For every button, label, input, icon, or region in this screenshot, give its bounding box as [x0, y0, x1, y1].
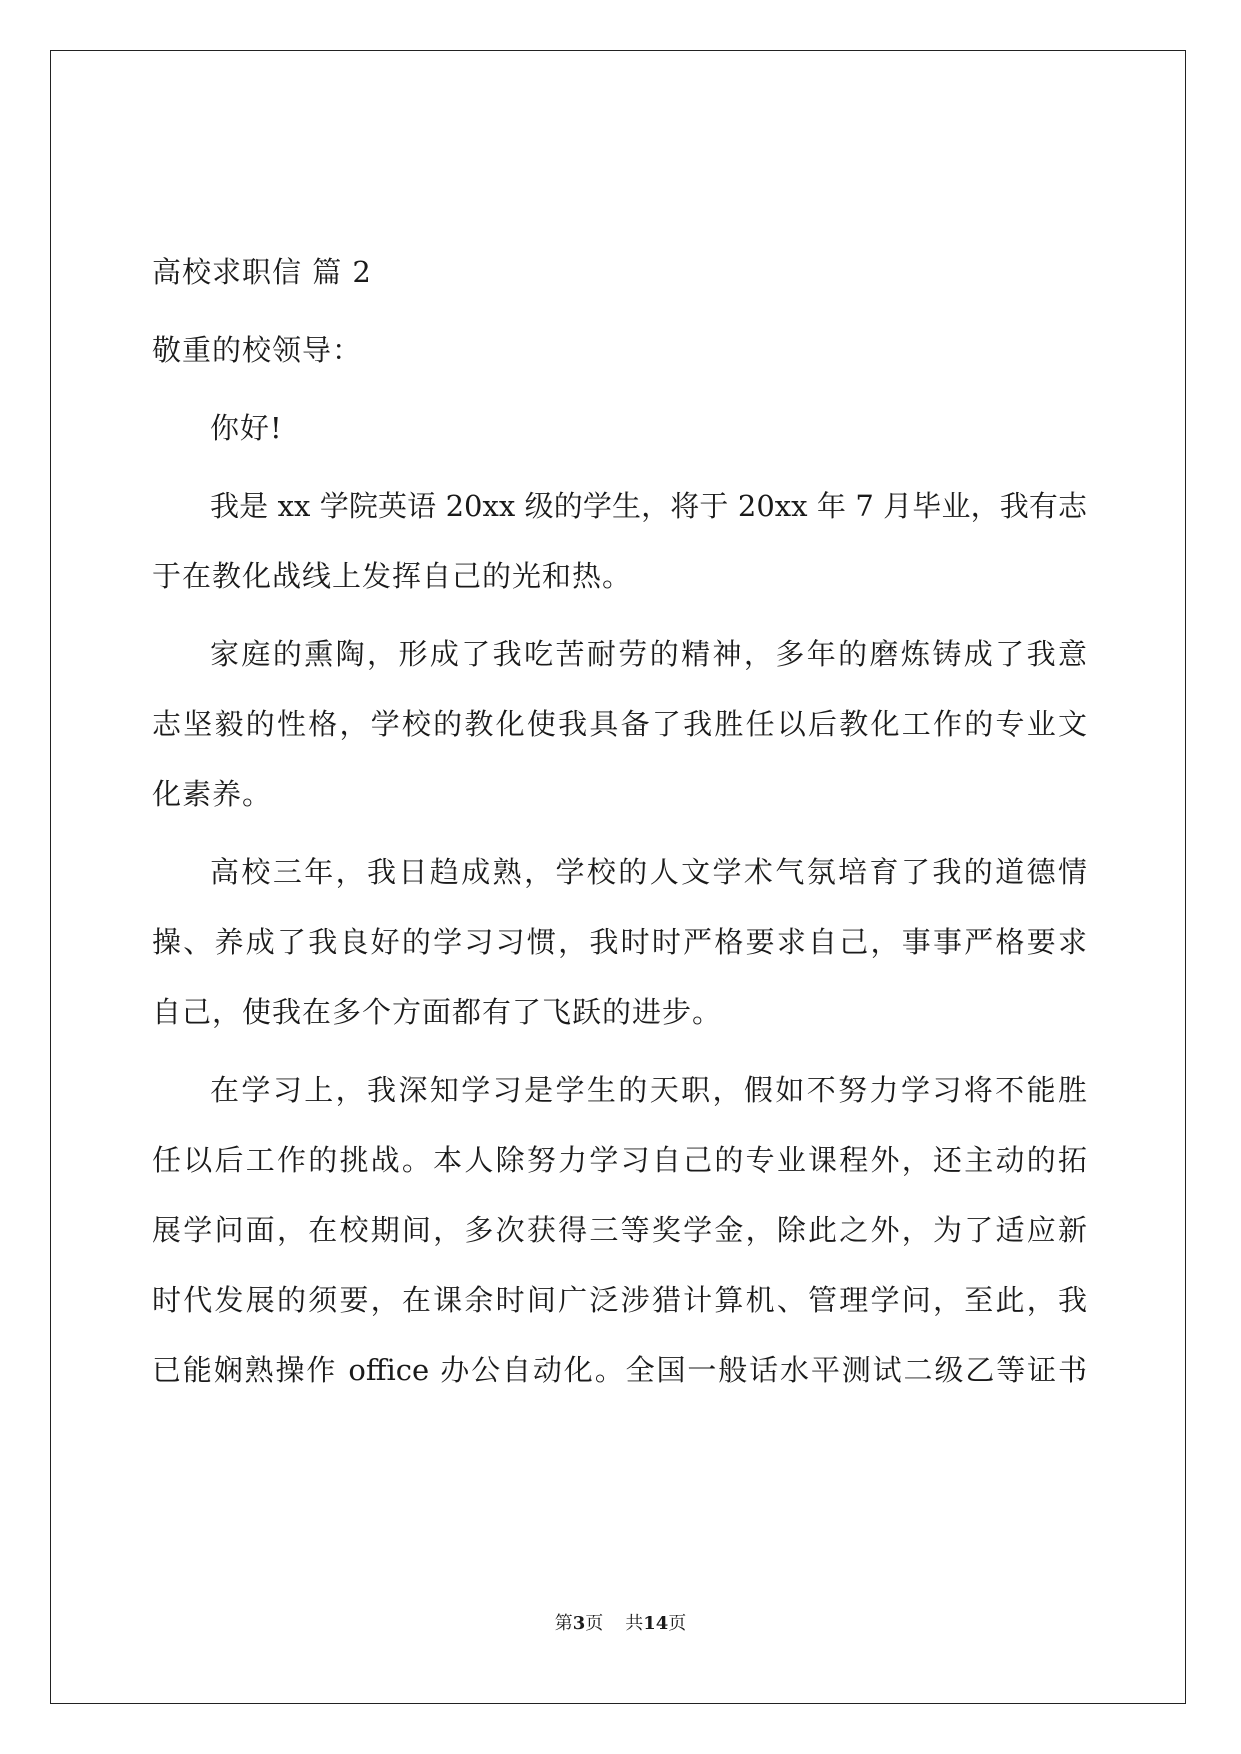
paragraph-3-line-3: 自己，使我在多个方面都有了飞跃的进步。 — [152, 995, 723, 1029]
letter-heading: 高校求职信 篇 2 — [152, 255, 372, 289]
paragraph-2-line-2: 志坚毅的性格，学校的教化使我具备了我胜任以后教化工作的专业文 — [152, 707, 1087, 741]
paragraph-3-line-2: 操、养成了我良好的学习习惯，我时时严格要求自己，事事严格要求 — [152, 925, 1087, 959]
page-prefix: 第 — [554, 1613, 573, 1634]
paragraph-2-line-3: 化素养。 — [152, 777, 273, 811]
page-suffix: 页 — [585, 1613, 604, 1634]
page-footer — [0, 1612, 1241, 1636]
paragraph-4-line-2: 任以后工作的挑战。本人除努力学习自己的专业课程外，还主动的拓 — [152, 1143, 1087, 1177]
greeting: 你好! — [210, 411, 283, 445]
current-page-number: 3 — [572, 1613, 586, 1634]
total-suffix: 页 — [668, 1613, 687, 1634]
paragraph-4-line-3: 展学问面，在校期间，多次获得三等奖学金，除此之外，为了适应新 — [152, 1213, 1087, 1247]
paragraph-1-line-1: 我是 xx 学院英语 20xx 级的学生，将于 20xx 年 7 月毕业，我有志 — [210, 489, 1087, 523]
paragraph-1-line-2: 于在教化战线上发挥自己的光和热。 — [152, 559, 633, 593]
total-prefix: 共 — [625, 1613, 644, 1634]
paragraph-3-line-1: 高校三年，我日趋成熟，学校的人文学术气氛培育了我的道德情 — [210, 855, 1087, 889]
salutation: 敬重的校领导： — [152, 333, 363, 367]
paragraph-4-line-4: 时代发展的须要，在课余时间广泛涉猎计算机、管理学问，至此，我 — [152, 1283, 1087, 1317]
total-page-count: 14 — [643, 1613, 669, 1634]
paragraph-4-line-1: 在学习上，我深知学习是学生的天职，假如不努力学习将不能胜 — [210, 1073, 1087, 1107]
paragraph-2-line-1: 家庭的熏陶，形成了我吃苦耐劳的精神，多年的磨炼铸成了我意 — [210, 637, 1087, 671]
paragraph-4-line-5: 已能娴熟操作 office 办公自动化。全国一般话水平测试二级乙等证书 — [152, 1353, 1087, 1387]
